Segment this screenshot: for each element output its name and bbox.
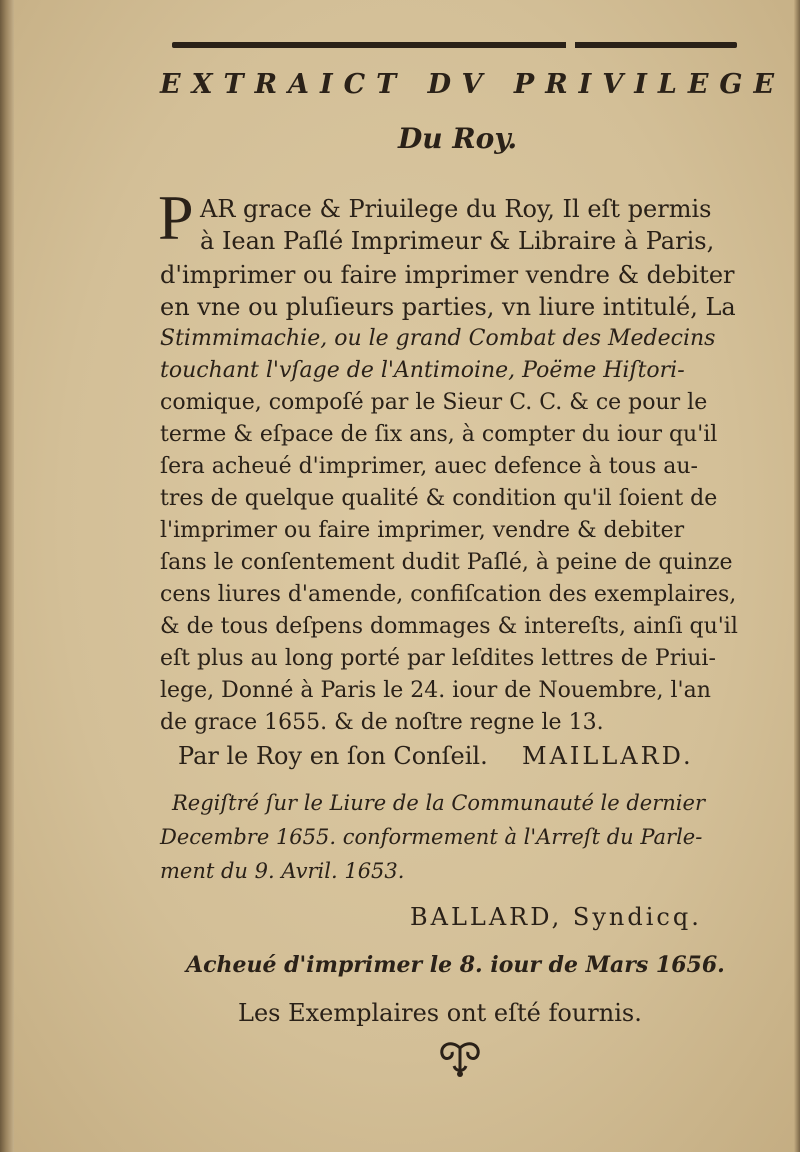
signature-by-king: Par le Roy en ſon Conſeil. <box>178 742 488 770</box>
text-line: à Iean Paſlé Imprimeur & Libraire à Paris, <box>200 227 715 255</box>
text-line: d'imprimer ou faire imprimer vendre & debiter <box>160 261 735 289</box>
text-line: tres de quelque qualité & condition qu'il ſoient de <box>160 486 718 511</box>
text-line: en vne ou pluſieurs parties, vn liure intitulé, La <box>160 293 736 321</box>
copies-furnished: Les Exemplaires ont eſté fournis. <box>238 999 642 1027</box>
fleuron-icon <box>430 1040 490 1089</box>
text-line: cens liures d'amende, confiſcation des exemplaires, <box>160 582 737 607</box>
drop-cap: P <box>158 182 194 253</box>
signature-name: MAILLARD. <box>522 742 694 770</box>
text-line: touchant l'vſage de l'Antimoine, Poëme Hiſtori- <box>160 358 685 383</box>
heading-title: EXTRAICT DV PRIVILEGE <box>160 69 786 100</box>
text-line: de grace 1655. & de noſtre regne le 13. <box>160 710 604 735</box>
top-rule <box>172 42 737 48</box>
text-line: ſera acheué d'imprimer, auec defence à tous au- <box>160 454 698 479</box>
heading-subtitle: Du Roy. <box>398 122 518 155</box>
text-line: lege, Donné à Paris le 24. iour de Nouembre, l'an <box>160 678 711 703</box>
page-edge <box>794 0 800 1152</box>
text-line: terme & eſpace de ſix ans, à compter du iour qu'il <box>160 422 718 447</box>
printing-completed: Acheué d'imprimer le 8. iour de Mars 1656. <box>186 952 725 978</box>
registration-line: Decembre 1655. conformement à l'Arreſt du Parle- <box>160 825 703 849</box>
text-line: eſt plus au long porté par leſdites lettres de Priui- <box>160 646 716 671</box>
book-spine-shadow <box>0 0 14 1152</box>
text-line: & de tous deſpens dommages & intereſts, ainſi qu'il <box>160 614 738 639</box>
text-line: l'imprimer ou faire imprimer, vendre & debiter <box>160 518 685 543</box>
text-line: AR grace & Priuilege du Roy, Il eſt permis <box>200 195 712 223</box>
text-line: comique, compoſé par le Sieur C. C. & ce pour le <box>160 390 708 415</box>
text-line: ſans le conſentement dudit Paſlé, à peine de quinze <box>160 550 733 575</box>
syndic-signature: BALLARD, Syndicq. <box>410 903 702 931</box>
registration-line: Regiſtré ſur le Liure de la Communauté le dernier <box>172 791 705 815</box>
text-line: Stimmimachie, ou le grand Combat des Medecins <box>160 326 716 351</box>
registration-line: ment du 9. Avril. 1653. <box>160 859 405 883</box>
